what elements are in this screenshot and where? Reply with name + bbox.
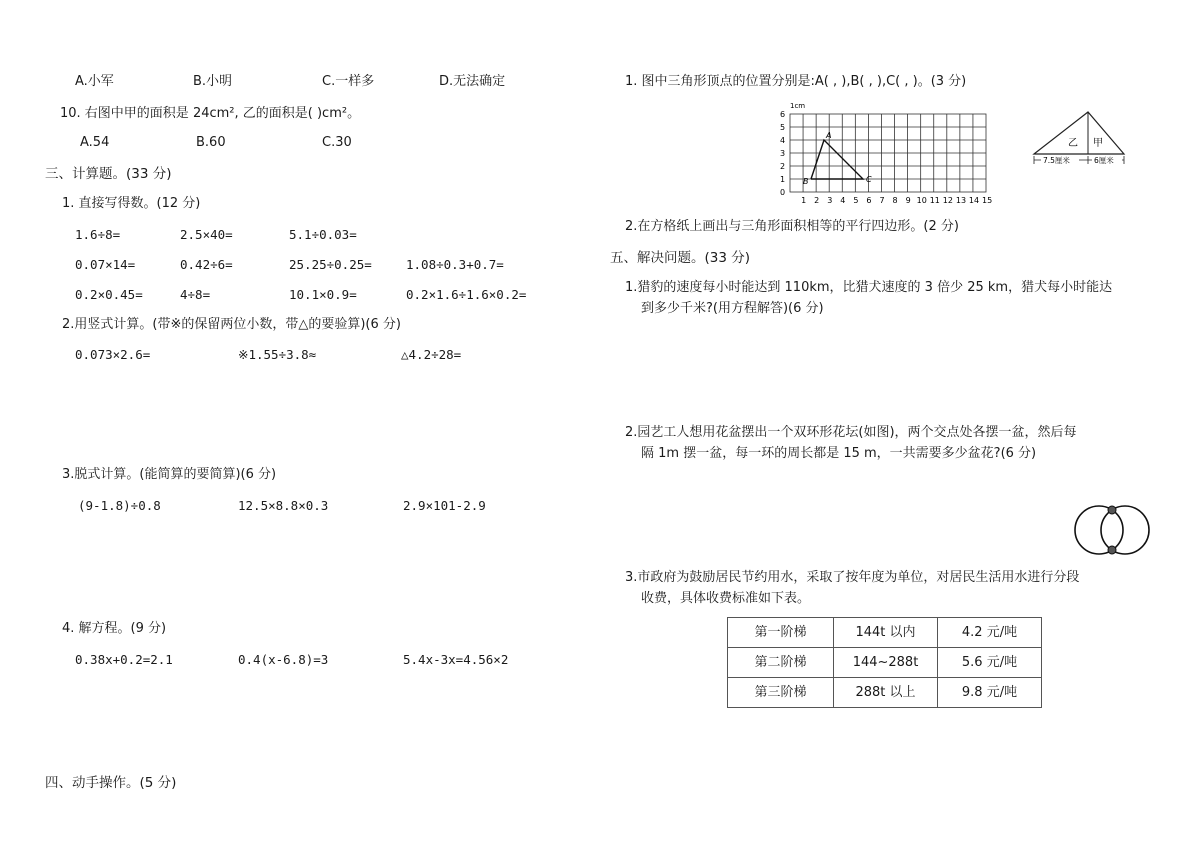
dimension-left-label: 7.5厘米	[1043, 156, 1070, 165]
table-cell: 第三阶梯	[728, 678, 834, 708]
subsection-4-title: 4. 解方程。(9 分)	[62, 621, 167, 636]
table-cell: 144~288t	[834, 648, 938, 678]
x-tick-label: 11	[929, 196, 940, 205]
q10-option-c: C.30	[322, 135, 352, 150]
x-tick-label: 9	[905, 196, 911, 205]
region-jia-label: 甲	[1093, 138, 1103, 149]
coordinate-grid	[778, 100, 993, 210]
oral-calc-item: 10.1×0.9=	[289, 287, 357, 302]
x-tick-label: 15	[982, 196, 993, 205]
y-tick-label: 1	[780, 175, 786, 184]
x-tick-label: 4	[840, 196, 846, 205]
table-row	[728, 678, 1042, 708]
vertical-calc-item: △4.2÷28=	[401, 347, 462, 362]
oral-calc-item: 0.07×14=	[75, 257, 136, 272]
table-row	[728, 618, 1042, 648]
x-tick-label: 10	[916, 196, 927, 205]
vertical-calc-item: 0.073×2.6=	[75, 347, 151, 362]
table-cell: 9.8 元/吨	[938, 678, 1042, 708]
table-cell: 144t 以内	[834, 618, 938, 648]
operation-question-2: 2.在方格纸上画出与三角形面积相等的平行四边形。(2 分)	[625, 219, 959, 234]
table-cell: 4.2 元/吨	[938, 618, 1042, 648]
table-row	[728, 648, 1042, 678]
problem-3-line-1: 3.市政府为鼓励居民节约用水，采取了按年度为单位，对居民生活用水进行分段	[625, 570, 1080, 585]
subsection-1-title: 1. 直接写得数。(12 分)	[62, 196, 201, 211]
x-tick-label: 2	[814, 196, 820, 205]
y-tick-label: 0	[780, 188, 786, 197]
intersection-pot	[1108, 506, 1116, 514]
intersection-pot	[1108, 546, 1116, 554]
dimension-right-label: 6厘米	[1094, 156, 1114, 165]
x-tick-label: 7	[879, 196, 885, 205]
vertex-label-c: C	[866, 175, 872, 184]
x-tick-label: 1	[801, 196, 807, 205]
q10-question: 10. 右图中甲的面积是 24cm², 乙的面积是( )cm²。	[60, 106, 361, 121]
x-tick-label: 6	[866, 196, 872, 205]
problem-3-line-2: 收费，具体收费标准如下表。	[641, 591, 811, 606]
section-5-title: 五、解决问题。(33 分)	[610, 250, 751, 266]
table-cell: 288t 以上	[834, 678, 938, 708]
problem-1-line-2: 到多少千米?(用方程解答)(6 分)	[641, 301, 824, 316]
x-tick-label: 3	[827, 196, 833, 205]
problem-2-line-2: 隔 1m 摆一盆，每一环的周长都是 15 m，一共需要多少盆花?(6 分)	[641, 446, 1037, 461]
section-3-title: 三、计算题。(33 分)	[45, 166, 172, 182]
x-tick-label: 13	[955, 196, 967, 205]
oral-calc-item: 25.25÷0.25=	[289, 257, 372, 272]
unit-label: 1cm	[790, 102, 806, 110]
oral-calc-item: 1.6÷8=	[75, 227, 121, 242]
q9-option-d: D.无法确定	[439, 74, 506, 89]
q10-option-b: B.60	[196, 135, 226, 150]
vertex-label-a: A	[826, 131, 832, 140]
q9-option-c: C.一样多	[322, 74, 375, 89]
equation-item: 0.4(x-6.8)=3	[238, 652, 329, 667]
x-tick-label: 12	[942, 196, 953, 205]
x-tick-label: 14	[968, 196, 980, 205]
q9-option-a: A.小军	[75, 74, 114, 89]
problem-2-line-1: 2.园艺工人想用花盆摆出一个双环形花坛(如图)，两个交点处各摆一盆，然后每	[625, 425, 1077, 440]
vertical-calc-item: ※1.55÷3.8≈	[238, 347, 317, 362]
equation-item: 5.4x-3x=4.56×2	[403, 652, 509, 667]
y-tick-label: 3	[780, 149, 786, 158]
subsection-3-title: 3.脱式计算。(能简算的要简算)(6 分)	[62, 467, 277, 482]
q10-option-a: A.54	[80, 135, 110, 150]
oral-calc-item: 5.1÷0.03=	[289, 227, 357, 242]
equation-item: 0.38x+0.2=2.1	[75, 652, 173, 667]
oral-calc-item: 0.42÷6=	[180, 257, 233, 272]
table-cell: 第一阶梯	[728, 618, 834, 648]
oral-calc-item: 0.2×1.6÷1.6×0.2=	[406, 287, 527, 302]
oral-calc-item: 4÷8=	[180, 287, 211, 302]
oral-calc-item: 0.2×0.45=	[75, 287, 143, 302]
x-tick-label: 5	[853, 196, 859, 205]
y-tick-label: 5	[780, 123, 786, 132]
water-fee-table	[727, 617, 1042, 708]
region-yi-label: 乙	[1068, 138, 1078, 149]
y-tick-label: 2	[780, 162, 786, 171]
problem-1-line-1: 1.猎豹的速度每小时能达到 110km，比猎犬速度的 3 倍少 25 km，猎犬每小时能达	[625, 280, 1113, 295]
stepwise-calc-item: (9-1.8)÷0.8	[78, 498, 161, 513]
vertex-label-b: B	[803, 177, 809, 186]
oral-calc-item: 2.5×40=	[180, 227, 233, 242]
section-4-title: 四、动手操作。(5 分)	[45, 775, 177, 791]
subsection-2-title: 2.用竖式计算。(带※的保留两位小数，带△的要验算)(6 分)	[62, 317, 401, 332]
stepwise-calc-item: 2.9×101-2.9	[403, 498, 486, 513]
oral-calc-item: 1.08÷0.3+0.7=	[406, 257, 504, 272]
y-tick-label: 6	[780, 110, 786, 119]
stepwise-calc-item: 12.5×8.8×0.3	[238, 498, 329, 513]
table-cell: 第二阶梯	[728, 648, 834, 678]
triangle-area-figure	[1030, 108, 1130, 170]
operation-question-1: 1. 图中三角形顶点的位置分别是:A( , ),B( , ),C( , )。(3 分)	[625, 74, 967, 89]
y-tick-label: 4	[780, 136, 786, 145]
q9-option-b: B.小明	[193, 74, 233, 89]
x-tick-label: 8	[892, 196, 898, 205]
table-cell: 5.6 元/吨	[938, 648, 1042, 678]
double-ring-figure	[1066, 504, 1158, 556]
